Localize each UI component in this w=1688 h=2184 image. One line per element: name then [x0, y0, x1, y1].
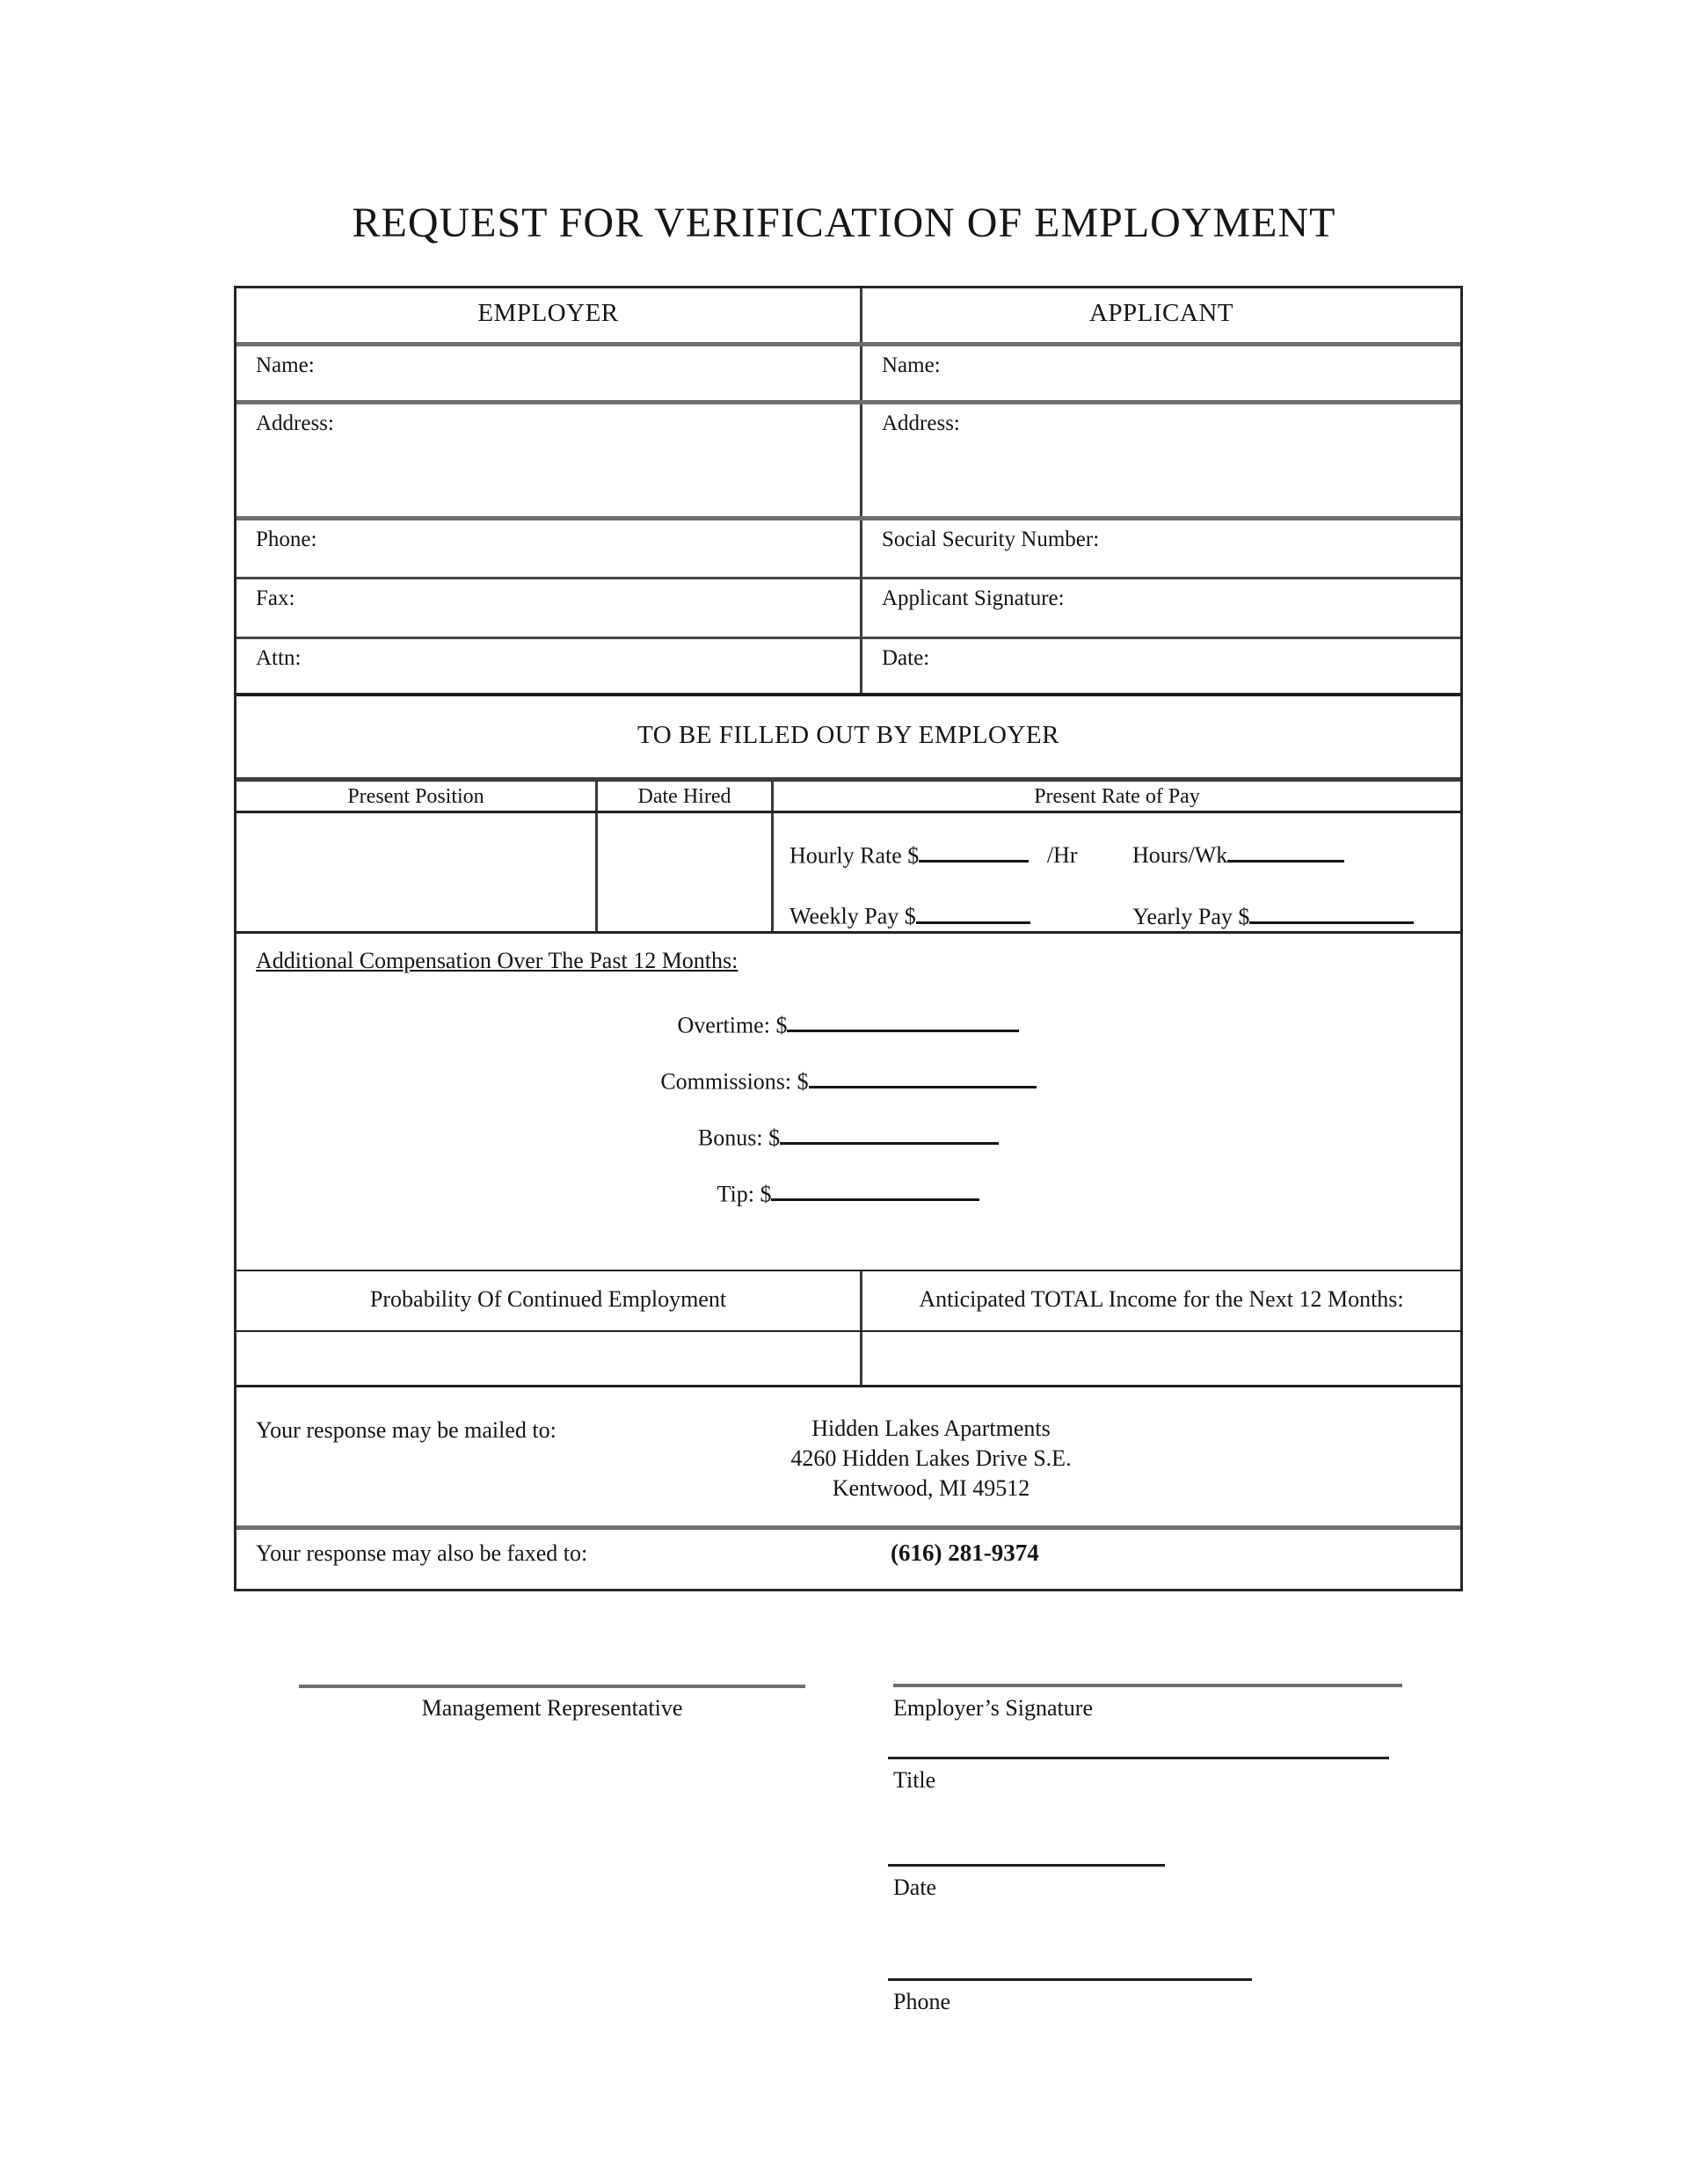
additional-compensation-heading: Additional Compensation Over The Past 12 Months:	[256, 948, 738, 973]
present-rate-cell	[774, 813, 1460, 931]
employer-fill-banner: TO BE FILLED OUT BY EMPLOYER	[637, 721, 1059, 749]
commissions-line	[236, 1066, 1460, 1095]
applicant-signature-label: Applicant Signature:	[882, 586, 1065, 610]
applicant-ssn-label: Social Security Number:	[882, 528, 1100, 551]
title-label: Title	[893, 1767, 936, 1793]
hours-week-label: Hours/Wk	[1131, 842, 1228, 869]
fax-number: (616) 281-9374	[891, 1540, 1039, 1566]
additional-compensation-section	[236, 934, 1460, 1271]
mail-address-street: 4260 Hidden Lakes Drive S.E.	[790, 1445, 1072, 1471]
applicant-signature-cell	[862, 579, 1460, 637]
date-hired-header: Date Hired	[598, 782, 774, 811]
employer-signature-line	[893, 1684, 1402, 1687]
employer-address-cell	[236, 404, 862, 516]
employer-phone-cell	[236, 521, 862, 577]
tip-line	[236, 1178, 1460, 1207]
attn-date-row	[236, 639, 1460, 696]
employer-name-cell	[236, 346, 862, 400]
phone-label: Phone	[893, 1989, 950, 2014]
mail-address-name: Hidden Lakes Apartments	[811, 1416, 1051, 1441]
anticipated-income-header: Anticipated TOTAL Income for the Next 12 Months:	[919, 1286, 1404, 1312]
commissions-label: Commissions: $	[660, 1068, 809, 1095]
employment-verification-form	[234, 286, 1463, 1591]
management-rep-label: Management Representative	[421, 1695, 683, 1721]
overtime-label: Overtime: $	[677, 1012, 788, 1038]
title-line	[888, 1757, 1389, 1759]
anticipated-income-cell	[862, 1332, 1460, 1385]
probability-cell	[236, 1332, 862, 1385]
date-hired-cell	[598, 813, 774, 931]
hours-week-blank	[1227, 840, 1344, 863]
employer-phone-label: Phone:	[256, 528, 317, 551]
employer-address-label: Address:	[256, 411, 334, 435]
mail-address-block	[729, 1414, 1133, 1503]
applicant-ssn-cell	[862, 521, 1460, 577]
employer-fill-banner-row	[236, 696, 1460, 782]
address-row	[236, 404, 1460, 521]
phone-line	[888, 1978, 1252, 1981]
page-title: REQUEST FOR VERIFICATION OF EMPLOYMENT	[352, 200, 1336, 246]
probability-header: Probability Of Continued Employment	[236, 1271, 862, 1330]
present-position-header: Present Position	[236, 782, 598, 811]
employer-signature-label: Employer’s Signature	[893, 1695, 1093, 1721]
mail-address-city: Kentwood, MI 49512	[832, 1475, 1030, 1501]
employer-fax-cell	[236, 579, 862, 637]
tip-blank	[771, 1178, 979, 1201]
hourly-rate-line	[789, 840, 1460, 869]
fax-signature-row	[236, 579, 1460, 639]
bonus-blank	[780, 1122, 999, 1145]
name-row	[236, 346, 1460, 404]
tip-label: Tip: $	[717, 1181, 772, 1207]
mail-response-row	[236, 1387, 1460, 1530]
employer-header-cell: EMPLOYER	[236, 288, 862, 342]
applicant-address-cell	[862, 404, 1460, 516]
overtime-blank	[787, 1009, 1019, 1032]
employer-attn-label: Attn:	[256, 646, 302, 670]
phone-ssn-row	[236, 521, 1460, 579]
mail-response-label: Your response may be mailed to:	[256, 1417, 557, 1443]
fax-response-label: Your response may also be faxed to:	[256, 1540, 588, 1566]
applicant-date-label: Date:	[882, 646, 930, 670]
yearly-pay-label: Yearly Pay $	[1132, 903, 1250, 929]
employer-name-label: Name:	[256, 353, 315, 377]
management-rep-signature-line	[299, 1685, 805, 1688]
present-rate-header: Present Rate of Pay	[1034, 785, 1200, 808]
date-label: Date	[893, 1875, 937, 1900]
weekly-pay-blank	[916, 900, 1030, 923]
overtime-line	[236, 1009, 1460, 1038]
applicant-date-cell	[862, 639, 1460, 693]
fax-response-row	[236, 1530, 1460, 1589]
hourly-rate-blank	[919, 840, 1029, 863]
commissions-blank	[809, 1066, 1037, 1088]
applicant-address-label: Address:	[882, 411, 960, 435]
applicant-name-label: Name:	[882, 353, 941, 377]
applicant-name-cell	[862, 346, 1460, 400]
yearly-pay-blank	[1249, 900, 1414, 923]
bonus-line	[236, 1122, 1460, 1151]
per-hour-label: /Hr	[1046, 842, 1078, 869]
probability-header-row	[236, 1271, 1460, 1332]
date-line	[888, 1864, 1165, 1867]
applicant-header-cell: APPLICANT	[1088, 299, 1233, 327]
weekly-pay-label: Weekly Pay $	[789, 903, 916, 929]
weekly-pay-line	[789, 900, 1460, 929]
table-header-row	[236, 288, 1460, 346]
hourly-rate-label: Hourly Rate $	[789, 842, 920, 869]
bonus-label: Bonus: $	[697, 1125, 781, 1151]
employer-fax-label: Fax:	[256, 586, 295, 610]
employer-attn-cell	[236, 639, 862, 693]
pay-table-header-row	[236, 782, 1460, 813]
pay-table-body-row	[236, 813, 1460, 934]
present-position-cell	[236, 813, 598, 931]
probability-body-row	[236, 1332, 1460, 1387]
